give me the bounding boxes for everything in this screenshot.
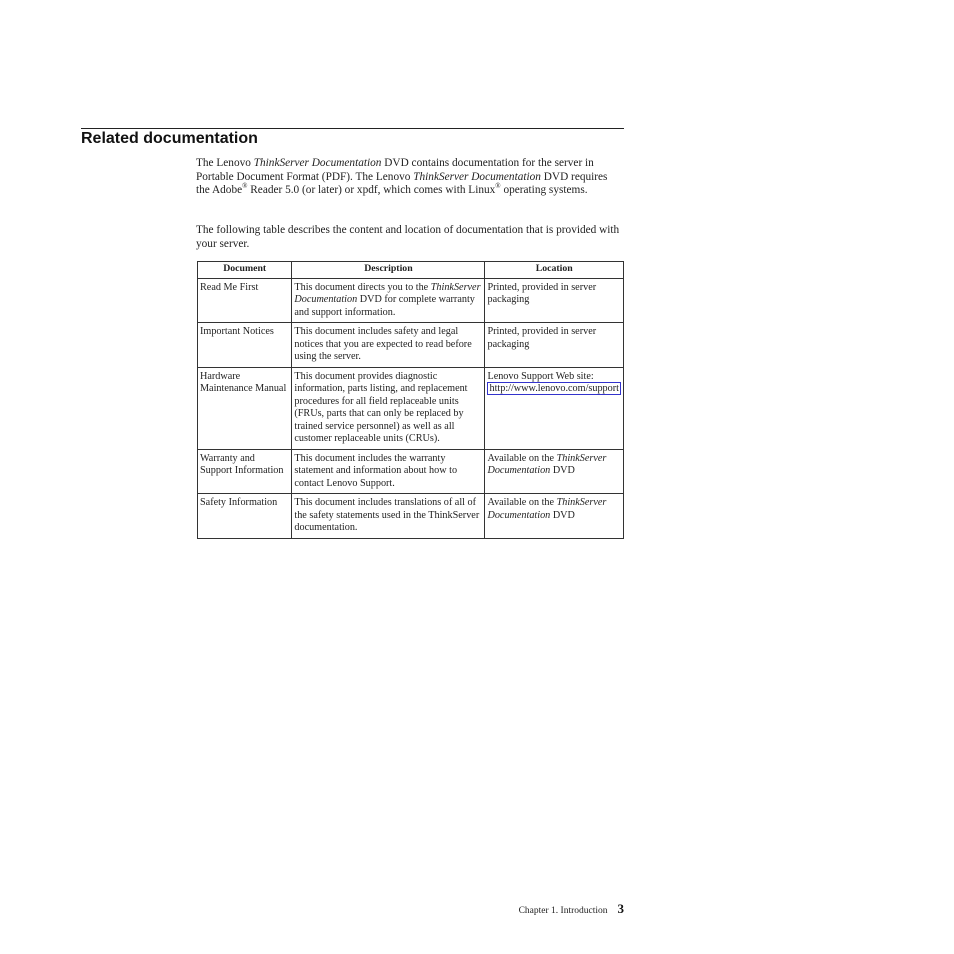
page-footer	[480, 901, 624, 917]
column-header-document: Document	[198, 262, 292, 279]
intro-paragraph-2: The following table describes the content and location of documentation that is provided with your server.	[196, 224, 620, 250]
cell-document: Read Me First	[198, 278, 292, 323]
intro-paragraph-1: The Lenovo ThinkServer Documentation DVD contains documentation for the server in Portable Document Format (PDF). The Lenovo ThinkServer Documentation DVD requires the Adobe® Reader 5.0 (or later) or xpdf, which comes with Linux® operating systems.	[196, 157, 608, 196]
cell-description: This document includes the warranty statement and information about how to contact Lenovo Support.	[292, 449, 485, 494]
table-row	[198, 449, 624, 494]
table-row	[198, 494, 624, 539]
section-rule	[81, 128, 624, 129]
table-header-row	[198, 262, 624, 279]
section-title: Related documentation	[81, 130, 258, 147]
cell-location: Available on the ThinkServer Documentation DVD	[485, 449, 624, 494]
cell-location: Lenovo Support Web site: http://www.lenovo.com/support	[485, 367, 624, 449]
table-row	[198, 278, 624, 323]
table-row	[198, 323, 624, 368]
cell-location: Printed, provided in server packaging	[485, 278, 624, 323]
cell-description: This document provides diagnostic information, parts listing, and replacement procedures for all field replaceable units (FRUs, parts that can only be replaced by trained service personnel) as well as all customer replaceable units (CRUs).	[292, 367, 485, 449]
cell-location: Available on the ThinkServer Documentation DVD	[485, 494, 624, 539]
documentation-table	[197, 261, 624, 539]
cell-description: This document includes safety and legal notices that you are expected to read before using the server.	[292, 323, 485, 368]
cell-location: Printed, provided in server packaging	[485, 323, 624, 368]
page-number: 3	[617, 901, 624, 916]
column-header-description: Description	[292, 262, 485, 279]
cell-document: Important Notices	[198, 323, 292, 368]
cell-document: Warranty and Support Information	[198, 449, 292, 494]
lenovo-support-link[interactable]: http://www.lenovo.com/support	[489, 383, 619, 394]
cell-description: This document directs you to the ThinkServer Documentation DVD for complete warranty and support information.	[292, 278, 485, 323]
table-row	[198, 367, 624, 449]
cell-description: This document includes translations of all of the safety statements used in the ThinkServer documentation.	[292, 494, 485, 539]
cell-document: Safety Information	[198, 494, 292, 539]
cell-document: Hardware Maintenance Manual	[198, 367, 292, 449]
chapter-label: Chapter 1. Introduction	[518, 906, 608, 916]
column-header-location: Location	[485, 262, 624, 279]
